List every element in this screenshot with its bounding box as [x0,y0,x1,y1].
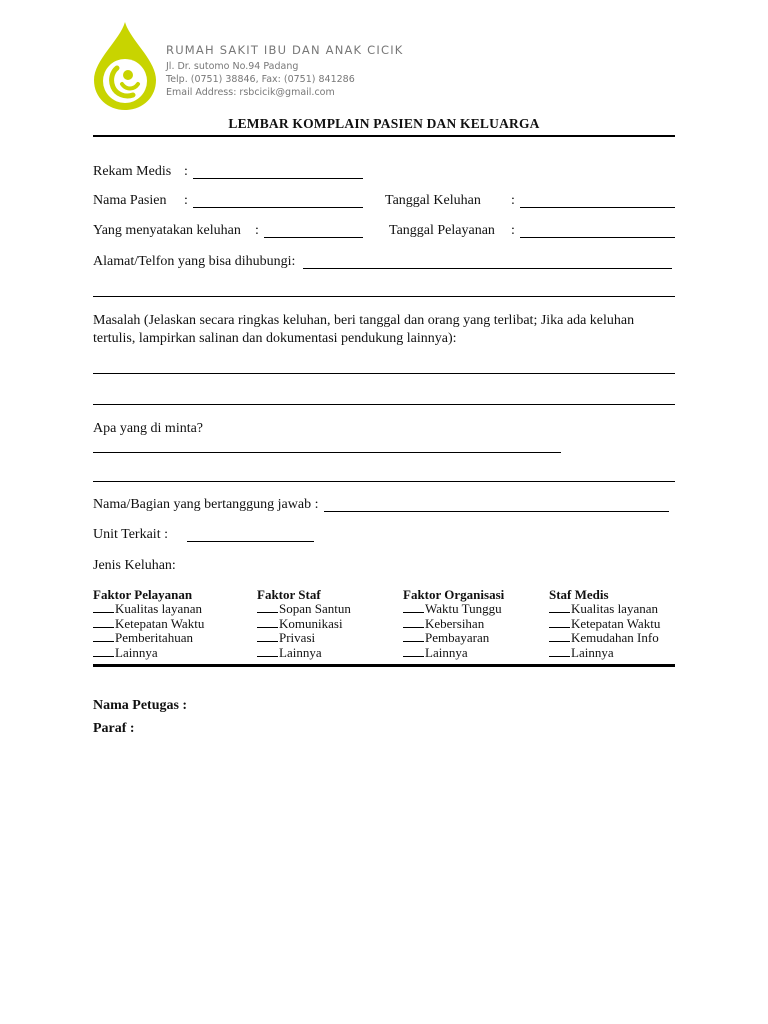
apa-diminta-field-line1[interactable] [93,452,561,453]
unit-terkait-field[interactable] [187,541,314,542]
checklist-item[interactable]: Lainnya [549,646,614,661]
tanggal-pelayanan-label: Tanggal Pelayanan [389,223,495,238]
tanggal-pelayanan-field[interactable] [520,237,675,238]
title-divider [93,135,675,137]
checklist-item[interactable]: Privasi [257,631,315,646]
checklist-item[interactable]: Pembayaran [403,631,489,646]
checklist-item[interactable]: Lainnya [403,646,468,661]
jenis-keluhan-label: Jenis Keluhan: [93,558,176,573]
nama-bagian-label: Nama/Bagian yang bertanggung jawab : [93,497,319,512]
checklist-item[interactable]: Waktu Tunggu [403,602,502,617]
masalah-label-line2: tertulis, lampirkan salinan dan dokumentasi pendukung lainnya): [93,331,457,346]
factor-heading-organisasi: Faktor Organisasi [403,587,505,602]
alamat-label: Alamat/Telfon yang bisa dihubungi: [93,254,296,269]
hospital-email: Email Address: rsbcicik@gmail.com [166,87,335,98]
hospital-name: RUMAH SAKIT IBU DAN ANAK CICIK [166,43,404,57]
section-divider [93,664,675,667]
factor-heading-staf-medis: Staf Medis [549,587,609,602]
hospital-address: Jl. Dr. sutomo No.94 Padang [166,61,299,72]
alamat-field[interactable] [303,268,672,269]
checklist-item[interactable]: Pemberitahuan [93,631,193,646]
checklist-item[interactable]: Ketepatan Waktu [93,617,204,632]
masalah-field-line2[interactable] [93,404,675,405]
checklist-item[interactable]: Kebersihan [403,617,484,632]
yang-menyatakan-label: Yang menyatakan keluhan [93,223,241,238]
colon: : [511,223,515,238]
masalah-label-line1: Masalah (Jelaskan secara ringkas keluhan, beri tanggal dan orang yang terlibat; Jika ada keluhan [93,313,635,328]
unit-terkait-label: Unit Terkait : [93,527,168,542]
checklist-item[interactable]: Lainnya [93,646,158,661]
checklist-item[interactable]: Komunikasi [257,617,343,632]
factor-heading-staf: Faktor Staf [257,587,321,602]
yang-menyatakan-field[interactable] [264,237,363,238]
factor-heading-pelayanan: Faktor Pelayanan [93,587,193,602]
checklist-item[interactable]: Kualitas layanan [93,602,202,617]
checklist-item[interactable]: Kualitas layanan [549,602,658,617]
apa-diminta-label: Apa yang di minta? [93,421,204,436]
hospital-phone: Telp. (0751) 38846, Fax: (0751) 841286 [166,74,355,85]
colon: : [511,193,515,208]
alamat-field-line2[interactable] [93,296,675,297]
nama-petugas-label: Nama Petugas : [93,698,188,713]
rekam-medis-field[interactable] [193,178,363,179]
hospital-logo [90,20,160,112]
apa-diminta-field-line2[interactable] [93,481,675,482]
checklist-item[interactable]: Kemudahan Info [549,631,659,646]
masalah-field-line1[interactable] [93,373,675,374]
nama-pasien-label: Nama Pasien [93,193,167,208]
paraf-label: Paraf : [93,721,135,736]
rekam-medis-label: Rekam Medis [93,164,172,179]
nama-pasien-field[interactable] [193,207,363,208]
tanggal-keluhan-label: Tanggal Keluhan [385,193,481,208]
form-title: LEMBAR KOMPLAIN PASIEN DAN KELUARGA [228,116,540,131]
colon: : [255,223,259,238]
checklist-item[interactable]: Ketepatan Waktu [549,617,660,632]
colon: : [184,193,188,208]
colon: : [184,164,188,179]
nama-bagian-field[interactable] [324,511,669,512]
checklist-item[interactable]: Sopan Santun [257,602,351,617]
checklist-item[interactable]: Lainnya [257,646,322,661]
tanggal-keluhan-field[interactable] [520,207,675,208]
